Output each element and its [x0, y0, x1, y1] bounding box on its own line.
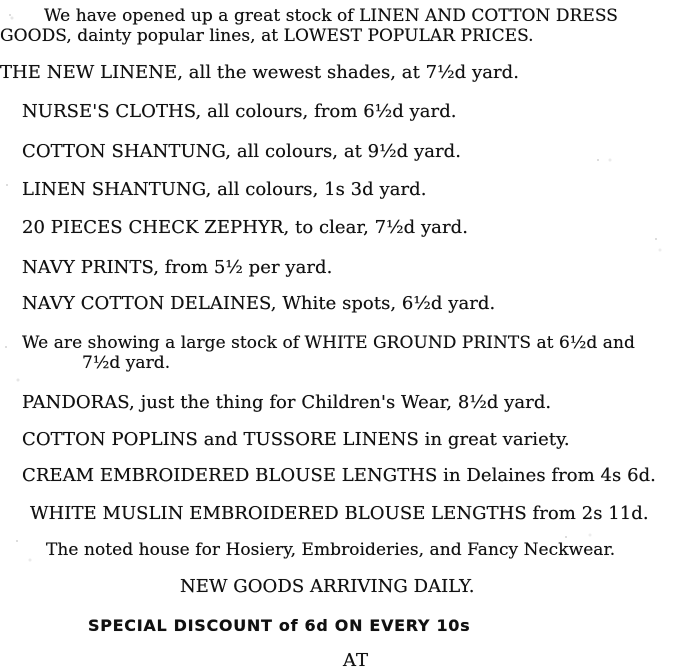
ad-item-white-ground-prints: We are showing a large stock of WHITE GROUND PRINTS at 6½d and	[22, 333, 635, 353]
new-goods-line: NEW GOODS ARRIVING DAILY.	[180, 576, 475, 597]
ad-item-cotton-poplins: COTTON POPLINS and TUSSORE LINENS in great variety.	[22, 429, 570, 450]
opening-line: We have opened up a great stock of LINEN AND COTTON DRESS	[44, 6, 618, 26]
hosiery-line: The noted house for Hosiery, Embroideries, and Fancy Neckwear.	[46, 540, 616, 560]
ad-item-check-zephyr: 20 PIECES CHECK ZEPHYR, to clear, 7½d yard.	[22, 217, 468, 238]
ad-item-cotton-shantung: COTTON SHANTUNG, all colours, at 9½d yard.	[22, 141, 462, 162]
print-speck	[5, 346, 7, 348]
print-speck	[9, 14, 11, 16]
opening-line-continuation: GOODS, dainty popular lines, at LOWEST POPULAR PRICES.	[0, 26, 534, 46]
special-discount-line: SPECIAL DISCOUNT of 6d ON EVERY 10s	[88, 616, 471, 635]
ad-item-pandoras: PANDORAS, just the thing for Children's Wear, 8½d yard.	[22, 392, 552, 413]
print-speck	[6, 184, 8, 186]
print-speck	[565, 536, 567, 538]
print-speck	[655, 238, 657, 240]
print-speck	[16, 540, 18, 542]
ad-item-white-muslin-blouse-lengths: WHITE MUSLIN EMBROIDERED BLOUSE LENGTHS from 2s 11d.	[30, 503, 649, 524]
ad-item-navy-cotton-delaines: NAVY COTTON DELAINES, White spots, 6½d yard.	[22, 293, 496, 314]
ad-item-new-linene: THE NEW LINENE, all the wewest shades, at 7½d yard.	[0, 62, 519, 83]
ad-item-linen-shantung: LINEN SHANTUNG, all colours, 1s 3d yard.	[22, 179, 427, 200]
at-line: AT	[343, 650, 370, 671]
print-speck	[15, 72, 17, 74]
ad-item-nurses-cloths: NURSE'S CLOTHS, all colours, from 6½d yard.	[22, 101, 457, 122]
print-speck	[597, 159, 599, 161]
ad-item-white-ground-prints-continuation: 7½d yard.	[82, 353, 171, 373]
ad-item-navy-prints: NAVY PRINTS, from 5½ per yard.	[22, 257, 333, 278]
ad-item-cream-blouse-lengths: CREAM EMBROIDERED BLOUSE LENGTHS in Delaines from 4s 6d.	[22, 465, 656, 486]
